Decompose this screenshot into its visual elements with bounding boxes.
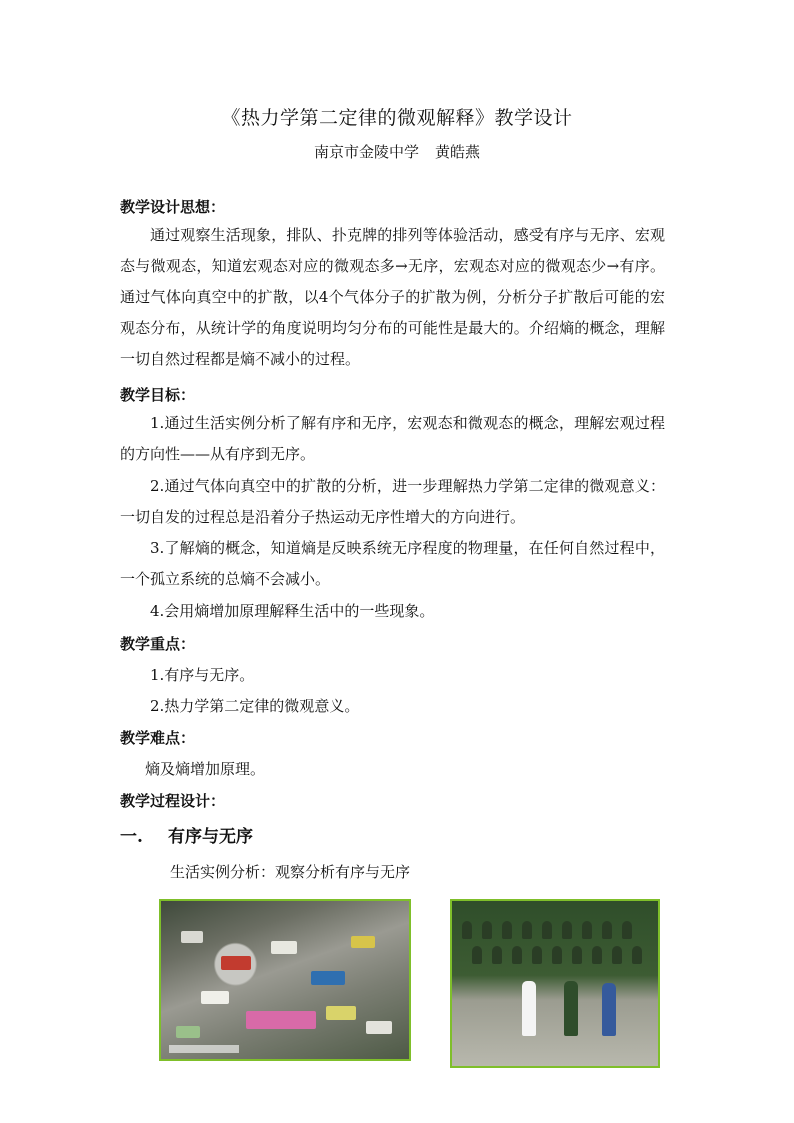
goal-item-4: 4.会用熵增加原理解释生活中的一些现象。 xyxy=(150,602,435,620)
design-idea-heading: 教学设计思想： xyxy=(120,198,226,216)
goal-item-1: 1.通过生活实例分析了解有序和无序，宏观态和微观态的概念，理解宏观过程的方向性——从有序到无序。 xyxy=(120,414,665,463)
section-number: 一. xyxy=(120,827,143,847)
difficulty-heading: 教学难点： xyxy=(120,729,196,747)
author-name: 黄皓燕 xyxy=(435,143,481,161)
goal-item-3: 3.了解熵的概念，知道熵是反映系统无序程度的物理量，在任何自然过程中，一个孤立系统的总熵不会减小。 xyxy=(120,539,665,588)
key-point-2: 2.热力学第二定律的微观意义。 xyxy=(150,697,360,715)
design-idea-paragraph: 通过观察生活现象，排队、扑克牌的排列等体验活动，感受有序与无序、宏观态与微观态，知道宏观态对应的微观态多→无序，宏观态对应的微观态少→有序。通过气体向真空中的扩散，以4个气体分子的扩散为例，分析分子扩散后可能的宏观态分布，从统计学的角度说明均匀分布的可能性是最大的。介绍熵的概念，理解一切自然过程都是熵不减小的过程。 xyxy=(120,226,665,368)
difficulty-text: 熵及熵增加原理。 xyxy=(145,760,266,778)
key-points-heading: 教学重点： xyxy=(120,635,196,653)
key-point-1: 1.有序与无序。 xyxy=(150,666,255,684)
section-intro: 生活实例分析：观察分析有序与无序 xyxy=(170,863,411,881)
author-line xyxy=(0,141,794,162)
parade-photo xyxy=(450,899,660,1068)
process-heading: 教学过程设计： xyxy=(120,792,226,810)
section-one-heading xyxy=(120,822,253,847)
section-title: 有序与无序 xyxy=(168,827,253,847)
goals-heading: 教学目标： xyxy=(120,386,196,404)
document-title: 《热力学第二定律的微观解释》教学设计 xyxy=(221,107,573,129)
goal-item-2: 2.通过气体向真空中的扩散的分析，进一步理解热力学第二定律的微观意义： 一切自发的过程总是沿着分子热运动无序性增大的方向进行。 xyxy=(120,477,665,526)
traffic-photo xyxy=(159,899,411,1061)
author-school: 南京市金陵中学 xyxy=(313,143,419,161)
